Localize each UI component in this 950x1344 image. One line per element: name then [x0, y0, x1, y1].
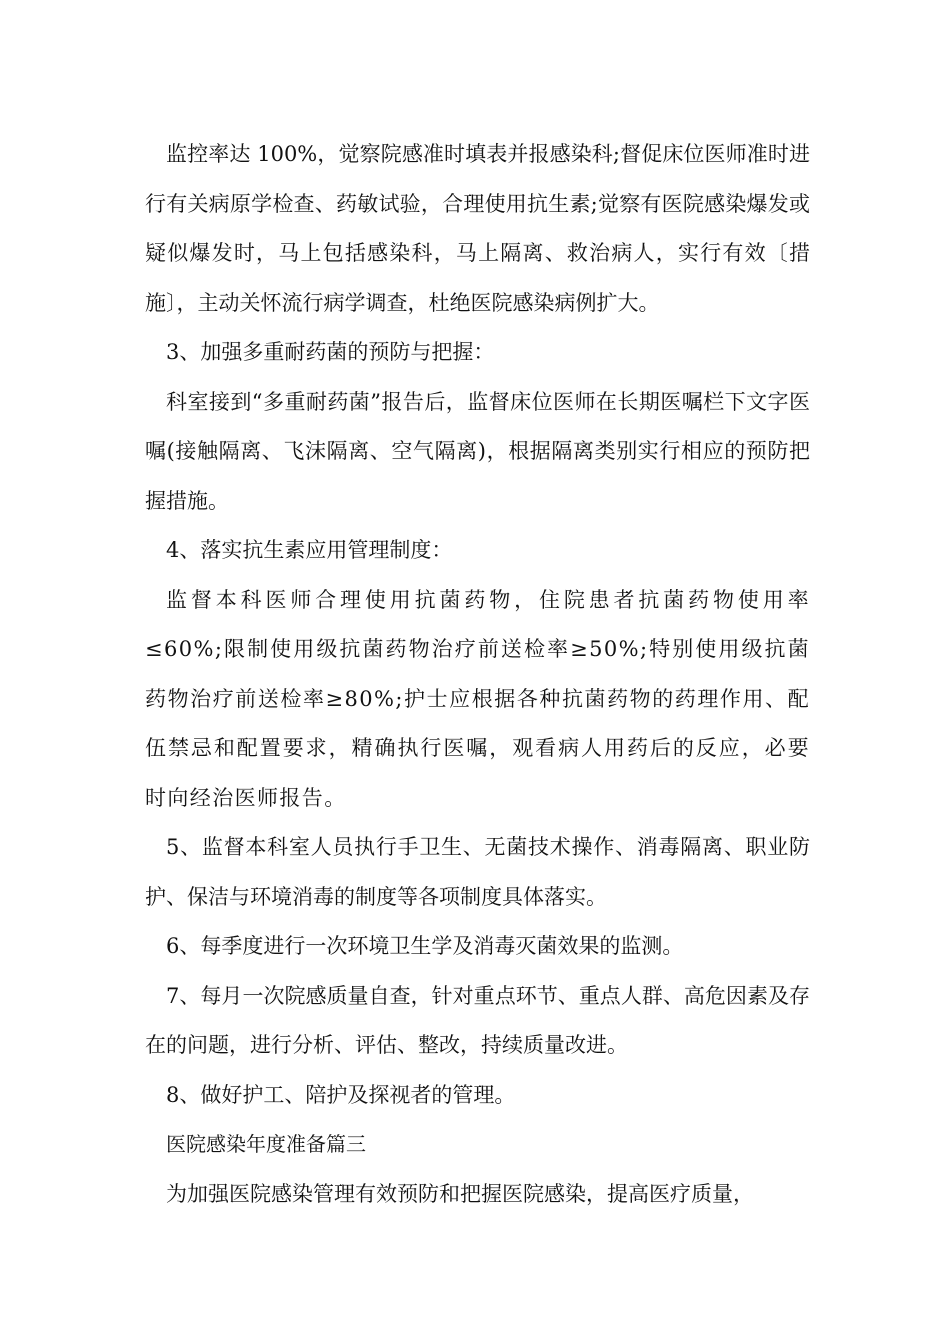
paragraph-antibiotic-management: 监督本科医师合理使用抗菌药物，住院患者抗菌药物使用率≤60%;限制使用级抗菌药物治疗前送检率≥50%;特别使用级抗菌药物治疗前送检率≥80%;护士应根据各种抗菌药物的药理作用、配伍禁忌和配置要求，精确执行医嘱，观看病人用药后的反应，必要时向经治医师报告。 — [145, 587, 810, 810]
heading-item-7: 7、每月一次院感质量自查，针对重点环节、重点人群、高危因素及存在的问题，进行分析、评估、整改，持续质量改进。 — [145, 983, 810, 1057]
heading-item-5: 5、监督本科室人员执行手卫生、无菌技术操作、消毒隔离、职业防护、保洁与环境消毒的制度等各项制度具体落实。 — [145, 835, 810, 909]
paragraph-monitoring-rate: 监控率达 100%，觉察院感准时填表并报感染科;督促床位医师准时进行有关病原学检查、药敏试验，合理使用抗生素;觉察有医院感染爆发或疑似爆发时，马上包括感染科，马上隔离、救治病人，实行有效〔措施〕，主动关怀流行病学调查，杜绝医院感染病例扩大。 — [145, 142, 810, 315]
section-title: 医院感染年度准备篇三 — [166, 1132, 366, 1156]
heading-item-8: 8、做好护工、陪护及探视者的管理。 — [166, 1082, 516, 1107]
heading-item-6: 6、每季度进行一次环境卫生学及消毒灭菌效果的监测。 — [166, 934, 684, 958]
heading-item-3: 3、加强多重耐药菌的预防与把握： — [166, 340, 495, 364]
paragraph-section-intro: 为加强医院感染管理有效预防和把握医院感染，提高医疗质量， — [166, 1181, 754, 1206]
paragraph-multidrug-resistant: 科室接到“多重耐药菌”报告后，监督床位医师在长期医嘱栏下文字医嘱(接触隔离、飞沫隔离、空气隔离)，根据隔离类别实行相应的预防把握措施。 — [145, 389, 810, 513]
document-body — [145, 130, 810, 1219]
heading-item-4: 4、落实抗生素应用管理制度： — [166, 538, 453, 562]
